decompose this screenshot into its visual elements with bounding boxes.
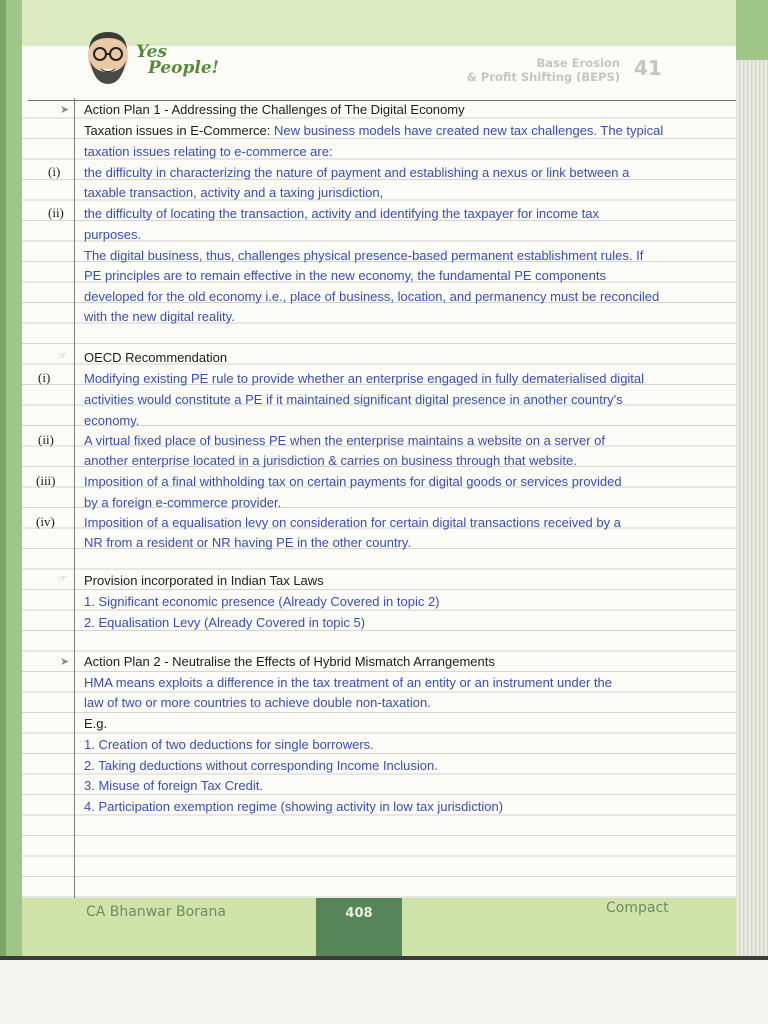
list-item-line: A virtual fixed place of business PE when the enterprise maintains a website on a server of — [84, 433, 606, 448]
chapter-title-line1: Base Erosion — [536, 56, 620, 70]
list-item-line: NR from a resident or NR having PE in the other country. — [84, 535, 412, 550]
list-item: 1. Significant economic presence (Already Covered in topic 2) — [84, 594, 440, 609]
page-stack-top — [736, 0, 768, 60]
list-item-line: the difficulty of locating the transaction, activity and identifying the taxpayer for income tax — [84, 206, 599, 221]
list-item-line: purposes. — [84, 227, 142, 242]
arrow-bullet-icon: ➤ — [60, 103, 70, 116]
author-avatar-icon — [84, 26, 132, 86]
lead-text-1: New business models have created new tax challenges. The typical — [274, 123, 664, 138]
logo-line2: People! — [148, 58, 220, 78]
paragraph-line: with the new digital reality. — [84, 309, 235, 324]
item-marker: (ii) — [48, 205, 64, 220]
paragraph-line: developed for the old economy i.e., place of business, location, and permanency must be reconciled — [84, 289, 660, 304]
eg-label: E.g. — [84, 716, 108, 731]
lead-text-2: taxation issues relating to e-commerce are: — [84, 144, 333, 159]
item-marker: (iv) — [36, 514, 55, 529]
chapter-title — [440, 56, 620, 84]
list-item-line: taxable transaction, activity and a taxing jurisdiction, — [84, 185, 384, 200]
lead-label: Taxation issues in E-Commerce: — [84, 123, 271, 138]
chapter-number: 41 — [634, 56, 662, 80]
list-item-line: by a foreign e-commerce provider. — [84, 495, 282, 510]
list-item-line: activities would constitute a PE if it maintained significant digital presence in another country's — [84, 392, 623, 407]
list-item-line: Imposition of a final withholding tax on certain payments for digital goods or services provided — [84, 474, 622, 489]
paragraph-line: PE principles are to remain effective in the new economy, the fundamental PE components — [84, 268, 606, 283]
list-item: 3. Misuse of foreign Tax Credit. — [84, 778, 263, 793]
list-item-line: Modifying existing PE rule to provide whether an enterprise engaged in fully dematerialised digital — [84, 371, 645, 386]
section3-heading: Provision incorporated in Indian Tax Laws — [84, 573, 324, 588]
list-item: 2. Equalisation Levy (Already Covered in topic 5) — [84, 615, 366, 630]
list-item-line: another enterprise located in a jurisdiction & carries on business through that website. — [84, 453, 577, 468]
item-marker: (ii) — [38, 432, 54, 447]
item-marker: (i) — [48, 164, 61, 179]
section1-heading: Action Plan 1 - Addressing the Challenges of The Digital Economy — [84, 102, 465, 117]
list-item-line: Imposition of a equalisation levy on consideration for certain digital transactions received by a — [84, 515, 621, 530]
footer-author: CA Bhanwar Borana — [86, 904, 226, 920]
list-item: 4. Participation exemption regime (showing activity in low tax jurisdiction) — [84, 799, 504, 814]
section4-heading: Action Plan 2 - Neutralise the Effects of Hybrid Mismatch Arrangements — [84, 654, 495, 669]
item-marker: (i) — [38, 370, 51, 385]
page-stack-edge — [736, 0, 768, 960]
list-item: 2. Taking deductions without corresponding Income Inclusion. — [84, 758, 438, 773]
paragraph-line: The digital business, thus, challenges physical presence-based permanent establishment rules. If — [84, 248, 644, 263]
item-marker: (iii) — [36, 473, 56, 488]
page-bottom-shadow — [0, 956, 768, 960]
list-item-line: economy. — [84, 413, 140, 428]
list-item-line: the difficulty in characterizing the nature of payment and establishing a nexus or link between a — [84, 165, 630, 180]
left-binding-edge — [0, 0, 6, 960]
pointing-hand-icon: ☞ — [58, 351, 67, 362]
pointing-hand-icon: ☞ — [58, 574, 67, 585]
footer-page-number: 408 — [345, 906, 373, 921]
section4-text-2: law of two or more countries to achieve double non-taxation. — [84, 695, 431, 710]
logo-text — [136, 44, 219, 76]
margin-rule — [74, 98, 75, 898]
section4-text-1: HMA means exploits a difference in the tax treatment of an entity or an instrument under the — [84, 675, 612, 690]
section1-lead — [84, 121, 663, 141]
chapter-title-line2: & Profit Shifting (BEPS) — [466, 70, 620, 84]
footer-edition: Compact — [606, 900, 669, 916]
section2-heading: OECD Recommendation — [84, 350, 228, 365]
arrow-bullet-icon: ➤ — [60, 655, 70, 668]
list-item: 1. Creation of two deductions for single borrowers. — [84, 737, 374, 752]
logo-line1: Yes — [136, 42, 168, 62]
